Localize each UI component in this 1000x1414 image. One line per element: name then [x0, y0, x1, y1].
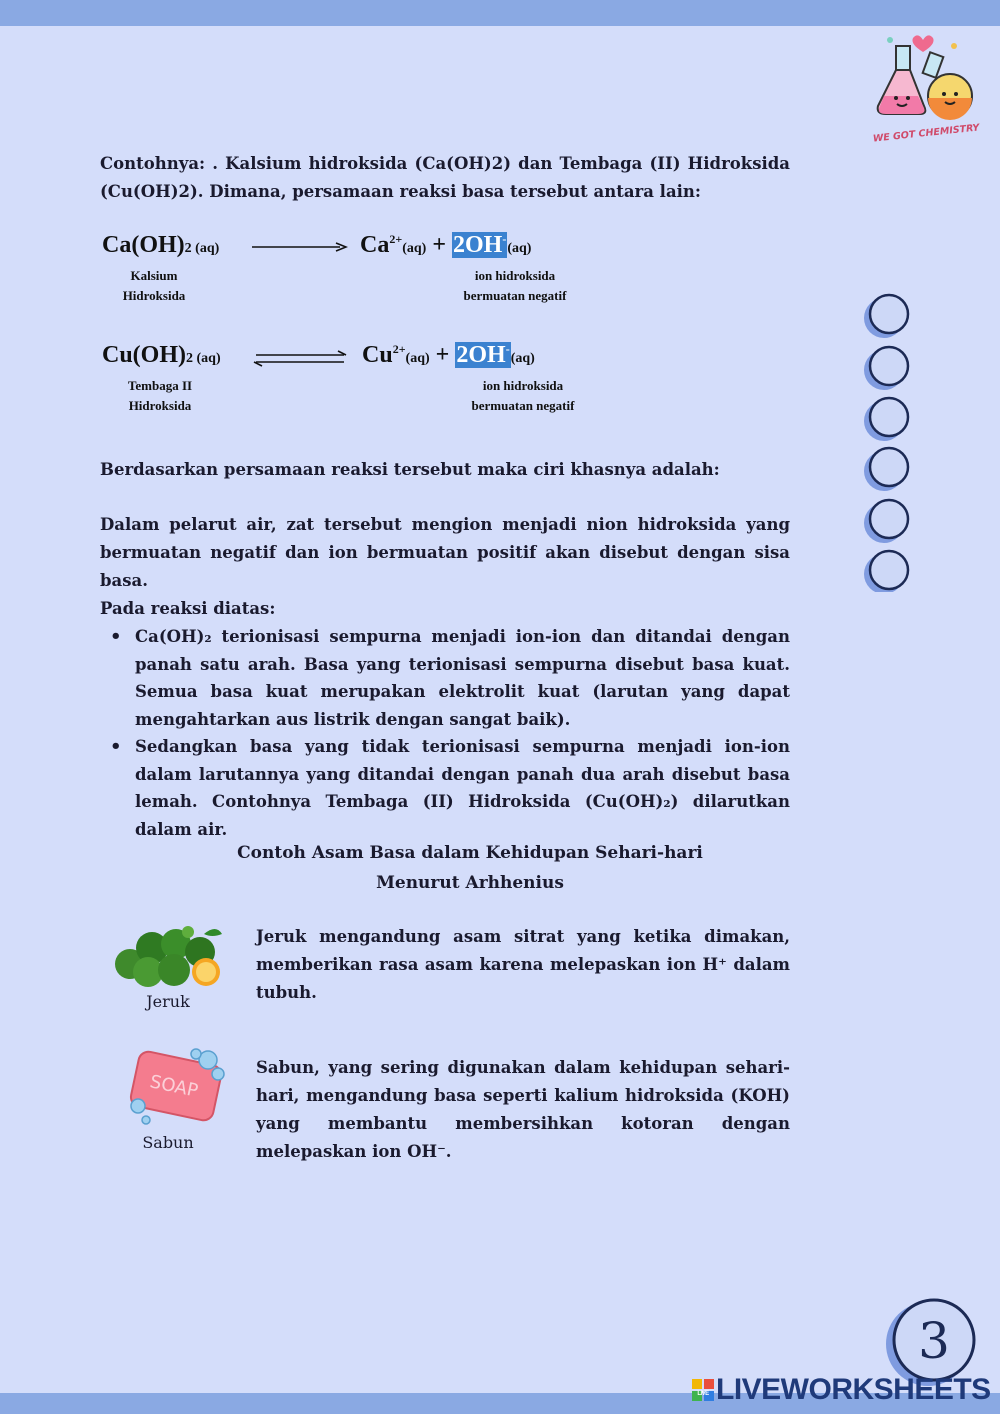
decorative-circle-icon	[864, 295, 908, 338]
liveworksheets-watermark	[692, 1373, 991, 1407]
svg-text:LIVE: LIVE	[697, 1391, 709, 1397]
heart-icon	[912, 35, 933, 52]
example-text-sabun: Sabun, yang sering digunakan dalam kehidupan sehari-hari, mengandung basa seperti kalium hidroksida (KOH) yang membantu membersihkan kotoran dengan melepaskan ion OH⁻.	[256, 1058, 790, 1161]
two-way-arrow-icon	[252, 350, 348, 368]
watermark-text: LIVEWORKSHEETS	[716, 1373, 991, 1406]
example-caption-sabun: Sabun	[142, 1133, 194, 1152]
equation-reactant: Ca(OH)2 (aq)	[102, 232, 220, 258]
decorative-circle-icon	[864, 448, 908, 491]
label-ion: ion hidroksida bermuatan negatif	[463, 268, 567, 303]
paragraph-characteristic: Berdasarkan persamaan reaksi tersebut maka ciri khasnya adalah:	[100, 460, 720, 479]
hydroxide-highlight: 2OH-	[456, 342, 510, 368]
equation-products: $Cu^{2+}(aq) + 2OH^-(aq)$	[362, 342, 535, 368]
paragraph-reaction-intro: Pada reaksi diatas:	[100, 599, 276, 618]
label-reactant: Tembaga II Hidroksida	[127, 378, 193, 413]
example-text-jeruk: Jeruk mengandung asam sitrat yang ketika dimakan, memberikan rasa asam karena melepaskan ion H⁺ dalam tubuh.	[256, 927, 790, 1002]
equation-products: $Ca^{2+}(aq) + 2OH^-(aq)$	[360, 232, 532, 258]
soap-label: SOAP	[148, 1071, 200, 1102]
soap-bar-image	[124, 1046, 228, 1130]
decorative-circle-icon	[864, 500, 908, 543]
equation-calcium-hydroxide	[100, 232, 620, 312]
decorative-circle-icon	[864, 347, 908, 390]
logo-text: WE GOT CHEMISTRY	[872, 122, 980, 145]
orange-fruit-image	[112, 920, 226, 990]
chemistry-flask-logo	[868, 26, 984, 146]
list-item: • Ca(OH)₂ terionisasi sempurna menjadi ion-ion dan ditandai dengan panah satu arah. Basa yang terionisasi sempurna disebut basa kuat. Semua basa kuat merupakan elektrolit kuat (larutan yang dapat mengahtarkan aus listrik dengan sangat baik).	[100, 623, 790, 733]
one-way-arrow-icon	[252, 240, 348, 254]
paragraph-ionization: Dalam pelarut air, zat tersebut mengion menjadi nion hidroksida yang bermuatan negatif dan ion bermuatan positif akan disebut dengan sisa basa.	[100, 515, 790, 590]
list-item: • Sedangkan basa yang tidak terionisasi sempurna menjadi ion-ion dalam larutannya yang ditandai dengan panah dua arah disebut basa lemah. Contohnya Tembaga (II) Hidroksida (Cu(OH)₂) dilarutkan dalam air.	[100, 733, 790, 843]
decorative-circles	[860, 292, 920, 592]
live-badge-icon	[692, 1379, 714, 1401]
section-heading: Contoh Asam Basa dalam Kehidupan Sehari-hari Menurut Arhhenius	[237, 843, 703, 893]
paragraph-examples: Contohnya: . Kalsium hidroksida (Ca(OH)2) dan Tembaga (II) Hidroksida (Cu(OH)2). Dimana, persamaan reaksi basa tersebut antara lain:	[100, 154, 790, 201]
decorative-circle-icon	[864, 551, 908, 592]
example-caption-jeruk: Jeruk	[146, 992, 190, 1011]
equation-copper-hydroxide	[100, 342, 620, 422]
flask-left-icon	[878, 46, 926, 114]
label-ion: ion hidroksida bermuatan negatif	[471, 378, 575, 413]
equation-reactant: Cu(OH)2 (aq)	[102, 342, 221, 368]
hydroxide-highlight: 2OH-	[453, 232, 507, 258]
decorative-circle-icon	[864, 398, 908, 441]
flask-right-icon	[923, 52, 972, 120]
reaction-bullet-list	[100, 623, 790, 843]
top-bar	[0, 0, 1000, 26]
page-number: 3	[918, 1312, 950, 1370]
label-reactant: Kalsium Hidroksida	[122, 268, 186, 303]
